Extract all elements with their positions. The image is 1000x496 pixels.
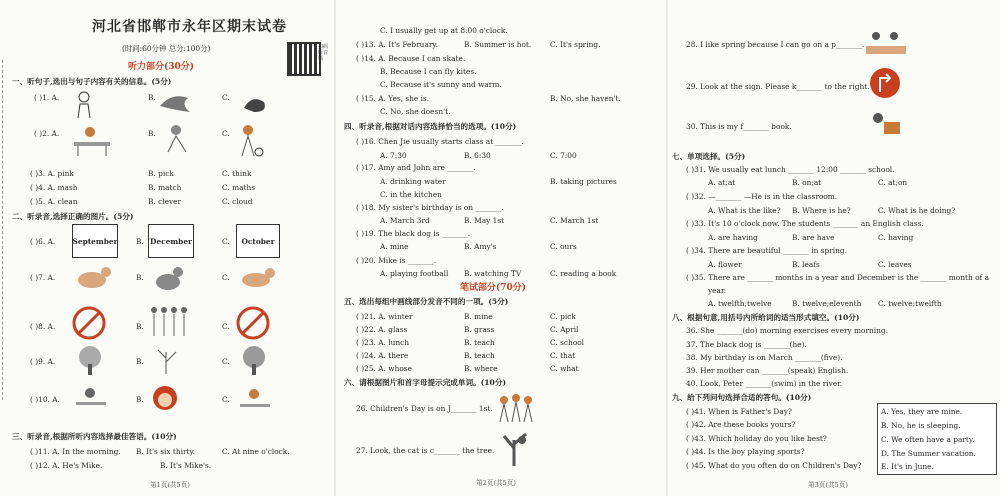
q41: ( )41. When is Father's Day? (686, 407, 792, 416)
q33-stem: ( )33. It's 10 o'clock now. The students _______ an English class. (686, 219, 924, 228)
q2-label: ( )2. A. (34, 129, 60, 138)
q35-a: A. twelfth;twelve (708, 299, 772, 308)
q4-b: B. match (148, 183, 182, 192)
q10-c-letter: C. (222, 395, 230, 404)
q20-stem: ( )20. Mike is _______. (356, 256, 437, 265)
q5-a: ( )5. A. clean (30, 197, 78, 206)
exam-meta: (时间:60分钟 总分:100分) (122, 44, 211, 53)
q14-c: C. Because it's sunny and warm. (380, 80, 502, 89)
boy-writing-icon (236, 384, 274, 416)
q8-c-letter: C. (222, 322, 230, 331)
q43: ( )43. Which holiday do you like best? (686, 434, 827, 443)
q6-label: ( )6. A. (30, 237, 56, 246)
q10-b-letter: B. (136, 395, 144, 404)
q22-c: C. April (550, 325, 579, 334)
q15-c: C. No, she doesn't. (380, 107, 451, 116)
queue-people-icon (148, 304, 188, 340)
picnic-icon (864, 22, 908, 58)
q17-a: A. drinking water (380, 177, 446, 186)
answer-e: E. It's in June. (881, 462, 934, 471)
q20-c: C. reading a book (550, 269, 617, 278)
listening-part-heading: 听力部分(30分) (128, 62, 195, 72)
q9-label: ( )9. A. (30, 357, 56, 366)
exam-title: 河北省邯郸市永年区期末试卷 (92, 19, 287, 35)
autumn-tree-icon (236, 344, 272, 376)
no-sign-icon (72, 306, 106, 340)
q16-a: A. 7:30 (380, 151, 407, 160)
q7-b-letter: B. (136, 273, 144, 282)
q45: ( )45. What do you often do on Children's Day? (686, 461, 862, 470)
q25-c: C. what (550, 364, 579, 373)
q23-c: C. school (550, 338, 585, 347)
qr-code-icon (287, 42, 321, 76)
q31-b: B. on;at (792, 178, 822, 187)
q3-c: C. think (222, 169, 252, 178)
q1-label: ( )1. A. (34, 93, 60, 102)
q44: ( )44. Is the boy playing sports? (686, 447, 805, 456)
q15-b: B. No, she haven't. (550, 94, 621, 103)
page-1 (0, 0, 334, 496)
q35-stem: ( )35. There are _______ months in a year and December is the _______ month of a (686, 273, 990, 282)
q12-c: C. I usually get up at 8:00 o'clock. (380, 26, 508, 35)
q35-b: B. twelve;eleventh (792, 299, 862, 308)
section-4-heading: 四、听录音,根据对话内容选择恰当的选项。(10分) (344, 122, 517, 131)
q20-b: B. watching TV (464, 269, 522, 278)
q38: 38. My birthday is on March _______(five). (686, 353, 843, 362)
q1-c-label: C. (222, 93, 230, 102)
q9-c-letter: C. (222, 357, 230, 366)
q12-b: B. It's Mike's. (160, 461, 212, 470)
q20-a: A. playing football (380, 269, 449, 278)
answer-b: B. No, he is sleeping. (881, 421, 961, 430)
q34-c: C. leaves (878, 260, 912, 269)
q14-a: ( )14. A. Because I can skate. (356, 54, 466, 63)
section-3-heading: 三、听录音,根据所听内容选择最佳答语。(10分) (12, 432, 177, 441)
no-food-sign-icon (236, 306, 270, 340)
q17-c: C. in the kitchen (380, 190, 442, 199)
girl-reading-icon (72, 90, 96, 120)
q3-a: ( )3. A. pink (30, 169, 74, 178)
q25-b: B. where (464, 364, 498, 373)
q16-stem: ( )16. Chen Jie usually starts class at _______. (356, 137, 524, 146)
q17-stem: ( )17. Amy and John are _______. (356, 163, 476, 172)
answer-a: A. Yes, they are mine. (881, 407, 963, 416)
q7-label: ( )7. A. (30, 273, 56, 282)
q4-c: C. maths (222, 183, 256, 192)
month-card-december: December (148, 224, 194, 258)
q32-a: A. What is the like? (708, 206, 781, 215)
q21-a: ( )21. A. winter (356, 312, 413, 321)
q25-a: ( )25. A. whose (356, 364, 412, 373)
keep-right-sign-icon (868, 66, 902, 106)
q5-b: B. clever (148, 197, 182, 206)
q5-c: C. cloud (222, 197, 253, 206)
q24-a: ( )24. A. there (356, 351, 409, 360)
qr-label: 扫码听音频 (318, 44, 329, 62)
q29: 29. Look at the sign. Please k_______ to the right. (686, 82, 870, 91)
section-7-heading: 七、单项选择。(5分) (672, 152, 746, 161)
q8-label: ( )8. A. (30, 322, 56, 331)
q6-b-letter: B. (136, 237, 144, 246)
q11-a: ( )11. A. In the morning. (30, 447, 121, 456)
q16-c: C. 7:00 (550, 151, 577, 160)
q15-a: ( )15. A. Yes, she is. (356, 94, 430, 103)
answer-d: D. The Summer vacation. (881, 449, 976, 458)
eagle-icon (158, 92, 192, 116)
q7-c-letter: C. (222, 273, 230, 282)
q9-b-letter: B. (136, 357, 144, 366)
q11-b: B. It's six thirty. (136, 447, 196, 456)
q21-b: B. mine (464, 312, 493, 321)
q23-a: ( )23. A. lunch (356, 338, 410, 347)
q6-c-letter: C. (222, 237, 230, 246)
page-footer-1: 第1页(共5页) (150, 481, 190, 489)
q33-a: A. are having (708, 233, 758, 242)
dog-icon (72, 262, 112, 294)
q19-a: A. mine (380, 242, 409, 251)
q42: ( )42. Are these books yours? (686, 420, 796, 429)
q40: 40. Look, Peter _______(swim) in the river. (686, 379, 843, 388)
q32-stem: ( )32. —_______ —He is in the classroom. (686, 192, 838, 201)
q3-b: B. pick (148, 169, 174, 178)
q35-c: C. twelve;twelfth (878, 299, 942, 308)
q31-c: C. at;on (878, 178, 908, 187)
page-footer-2: 第2页(共5页) (476, 479, 516, 487)
cat-icon (148, 262, 188, 294)
q22-b: B. grass (464, 325, 495, 334)
q18-b: B. May 1st (464, 216, 505, 225)
q32-c: C. What is he doing? (878, 206, 956, 215)
q13-b: B. Summer is hot. (464, 40, 532, 49)
q35-stem-cont: year. (708, 286, 727, 295)
children-day-icon (496, 390, 536, 426)
q24-b: B. teach (464, 351, 495, 360)
page-3 (668, 0, 1000, 496)
section-6-heading: 六、请根据图片和首字母提示完成单词。(10分) (344, 378, 507, 387)
cat-in-tree-icon (496, 428, 532, 468)
q12-a: ( )12. A. He's Mike. (30, 461, 103, 470)
q28: 28. I like spring because I can go on a p_______. (686, 40, 865, 49)
q30: 30. This is my f_______ book. (686, 122, 792, 131)
pilot-boy-icon (148, 384, 182, 416)
binding-line (2, 60, 9, 400)
section-2-heading: 二、听录音,选择正确的图片。(5分) (12, 212, 134, 221)
gardening-icon (158, 122, 194, 158)
q13-c: C. It's spring. (550, 40, 601, 49)
section-5-heading: 五、选出每组中画线部分发音不同的一项。(5分) (344, 297, 509, 306)
month-card-october: October (236, 224, 280, 258)
q10-label: ( )10. A. (30, 395, 60, 404)
page-2 (336, 0, 666, 496)
q34-a: A. flower (708, 260, 742, 269)
boy-desk-icon (70, 124, 114, 158)
q21-c: C. pick (550, 312, 576, 321)
answer-c: C. We often have a party. (881, 435, 975, 444)
q18-stem: ( )18. My sister's birthday is on _______. (356, 203, 504, 212)
q18-c: C. March 1st (550, 216, 599, 225)
q14-b: B. Because I can fly kites. (380, 67, 477, 76)
dog-running-icon (236, 262, 276, 294)
student-desk-icon (72, 384, 110, 416)
q19-c: C. ours (550, 242, 577, 251)
q18-a: A. March 3rd (380, 216, 430, 225)
q4-a: ( )4. A. mash (30, 183, 78, 192)
page-footer-3: 第3页(共5页) (808, 481, 848, 489)
section-8-heading: 八、根据句意,用括号内所给词的适当形式填空。(10分) (672, 313, 860, 322)
q26: 26. Children's Day is on J_______ 1st. (356, 404, 493, 413)
q31-a: A. at;at (708, 178, 736, 187)
section-9-heading: 九、给下列问句选择合适的答句。(10分) (672, 393, 812, 402)
q34-b: B. leafs (792, 260, 820, 269)
q33-c: C. having (878, 233, 914, 242)
father-book-icon (864, 110, 904, 142)
q23-b: B. teach (464, 338, 495, 347)
kid-football-icon (234, 122, 264, 158)
winter-tree-icon (148, 344, 184, 376)
q27: 27. Look, the cat is c_______ the tree. (356, 446, 495, 455)
section-1-heading: 一、听句子,选出与句子内容有关的信息。(5分) (12, 77, 172, 86)
q13-a: ( )13. A. It's February. (356, 40, 438, 49)
q36: 36. She _______(do) morning exercises every morning. (686, 326, 888, 335)
q2-c-label: C. (222, 129, 230, 138)
q33-b: B. are have (792, 233, 835, 242)
q37: 37. The black dog is _______(he). (686, 340, 807, 349)
q22-a: ( )22. A. glass (356, 325, 408, 334)
q2-b-label: B. (148, 129, 156, 138)
q8-b-letter: B. (136, 322, 144, 331)
q16-b: B. 6:30 (464, 151, 491, 160)
q39: 39. Her mother can _______(speak) English. (686, 366, 849, 375)
q17-b: B. taking pictures (550, 177, 617, 186)
tree-scene-icon (72, 344, 108, 376)
answer-choices-box (877, 403, 997, 475)
q24-c: C. that (550, 351, 576, 360)
writing-part-heading: 笔试部分(70分) (460, 283, 527, 293)
bird-icon (240, 92, 270, 116)
q11-c: C. At nine o'clock. (222, 447, 290, 456)
q19-stem: ( )19. The black dog is _______. (356, 229, 471, 238)
q19-b: B. Amy's (464, 242, 497, 251)
q32-b: B. Where is he? (792, 206, 851, 215)
month-card-september: September (72, 224, 118, 258)
q31-stem: ( )31. We usually eat lunch _______ 12:00 _______ school. (686, 165, 895, 174)
q34-stem: ( )34. There are beautiful _______ in spring. (686, 246, 847, 255)
q1-b-label: B. (148, 93, 156, 102)
